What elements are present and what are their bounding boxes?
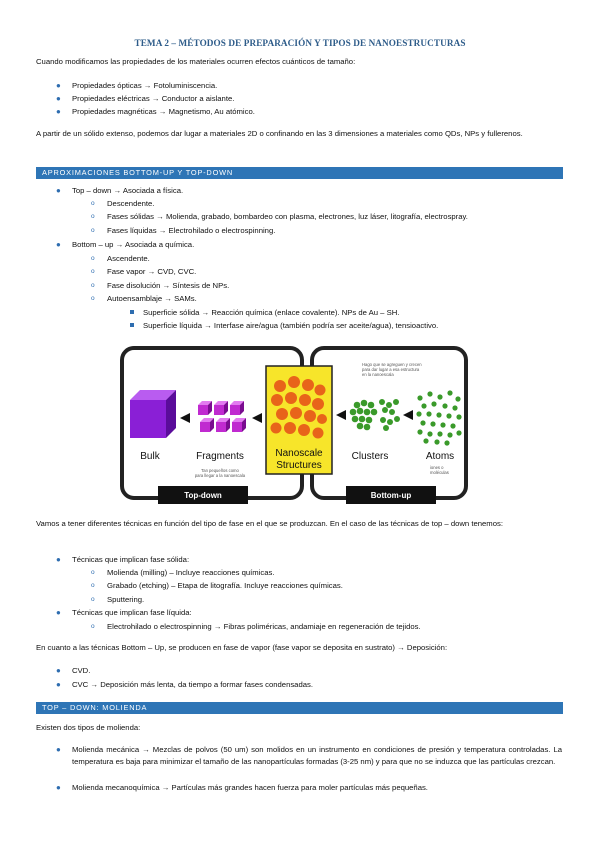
page-title: TEMA 2 – MÉTODOS DE PREPARACIÓN Y TIPOS DE NANOESTRUCTURAS (134, 38, 466, 48)
bulk-cube (130, 390, 176, 438)
intro-paragraph: Cuando modificamos las propiedades de los materiales ocurren efectos cuánticos de tamaño: (36, 57, 356, 66)
paragraph: A partir de un sólido extenso, podemos dar lugar a materiales 2D o confinando en las 3 dimensiones a materiales como QDs, NPs y fullerenos. (36, 129, 523, 138)
list-item: o Autoensamblaje → SAMs. (91, 294, 197, 303)
atoms-note: iones o (430, 465, 444, 470)
list-item: ● CVC → Deposición más lenta, da tiempo a formar fases condensadas. (56, 680, 313, 689)
atoms-note: moléculas (430, 470, 449, 475)
list-item: ● Técnicas que implican fase sólida: (56, 555, 190, 564)
section-header: APROXIMACIONES BOTTOM-UP Y TOP-DOWN (36, 167, 563, 179)
list-item: Superficie sólida → Reacción química (enlace covalente). NPs de Au – SH. (143, 307, 399, 319)
list-item: ● Molienda mecanoquímica → Partículas más grandes hacen fuerza para moler partículas más pequeñas. (56, 783, 428, 792)
list-item: Superficie líquida → Interfase aire/agua (también podría ser aceite/agua), tensioactivo. (143, 320, 438, 332)
list-item: o Fases sólidas → Molienda, grabado, bombardeo con plasma, electrones, luz láser, litografía, electrospray. (91, 212, 468, 221)
list-item: o Fase vapor → CVD, CVC. (91, 267, 197, 276)
list-item: ● Propiedades ópticas → Fotoluminiscencia. (56, 81, 218, 90)
list-item: ● Top – down → Asociada a física. (56, 186, 184, 195)
bottom-up-note: para dar lugar a esa estructura (362, 367, 420, 372)
bottom-up-label: Bottom-up (370, 491, 412, 500)
list-item: o Ascendente. (91, 254, 150, 263)
paragraph: En cuanto a las técnicas Bottom – Up, se producen en fase de vapor (fase vapor se deposita en sustrato) → Deposición: (36, 643, 448, 652)
bottom-up-note: Hago que se agreguen y crecen (362, 362, 422, 367)
list-item: ● Molienda mecánica → Mezclas de polvos (50 um) son molidos en un instrumento en condiciones de presión y temperatura controladas. La temperatura es baja para minimizar el tamaño de las nanopartículas formadas (3-25 nm) y para que no se induzca que las partículas crezcan. (56, 745, 562, 766)
top-down-label: Top-down (184, 491, 222, 500)
fragments-label: Fragments (196, 451, 244, 462)
atoms-label: Atoms (425, 451, 455, 462)
top-down-bottom-up-figure (120, 342, 470, 510)
fragments-note: Tan pequeños como (201, 468, 239, 473)
paragraph: Existen dos tipos de molienda: (36, 723, 141, 732)
list-item: o Electrohilado o electrospinning → Fibras poliméricas, andamiaje en regeneración de tejidos. (91, 622, 421, 631)
structures-label: Structures (276, 460, 322, 471)
list-item: o Descendente. (91, 199, 155, 208)
section-header: TOP – DOWN: MOLIENDA (36, 702, 563, 714)
list-item: ● Propiedades eléctricas → Conductor a aislante. (56, 94, 235, 103)
bottom-up-note: en la nanoescala (362, 372, 394, 377)
list-item: ● CVD. (56, 666, 91, 675)
list-item: ● Propiedades magnéticas → Magnetismo, Au atómico. (56, 107, 255, 116)
fragments-note: para llegar a la nanoescala (194, 473, 246, 478)
list-item: ● Bottom – up → Asociada a química. (56, 240, 195, 249)
list-item: o Molienda (milling) – Incluye reacciones químicas. (91, 568, 275, 577)
paragraph: Vamos a tener diferentes técnicas en función del tipo de fase en el que se produzcan. En el caso de las técnicas de top – down tenemos: (36, 519, 503, 528)
list-item: o Fase disolución → Síntesis de NPs. (91, 281, 230, 290)
clusters-label: Clusters (351, 451, 389, 462)
list-item: ● Técnicas que implican fase líquida: (56, 608, 192, 617)
list-item: o Grabado (etching) – Etapa de litografía. Incluye reacciones químicas. (91, 581, 343, 590)
nanoscale-label: Nanoscale (275, 448, 323, 459)
bulk-label: Bulk (140, 451, 160, 462)
list-item: o Fases líquidas → Electrohilado o electrospinning. (91, 226, 276, 235)
list-item: o Sputtering. (91, 595, 145, 604)
